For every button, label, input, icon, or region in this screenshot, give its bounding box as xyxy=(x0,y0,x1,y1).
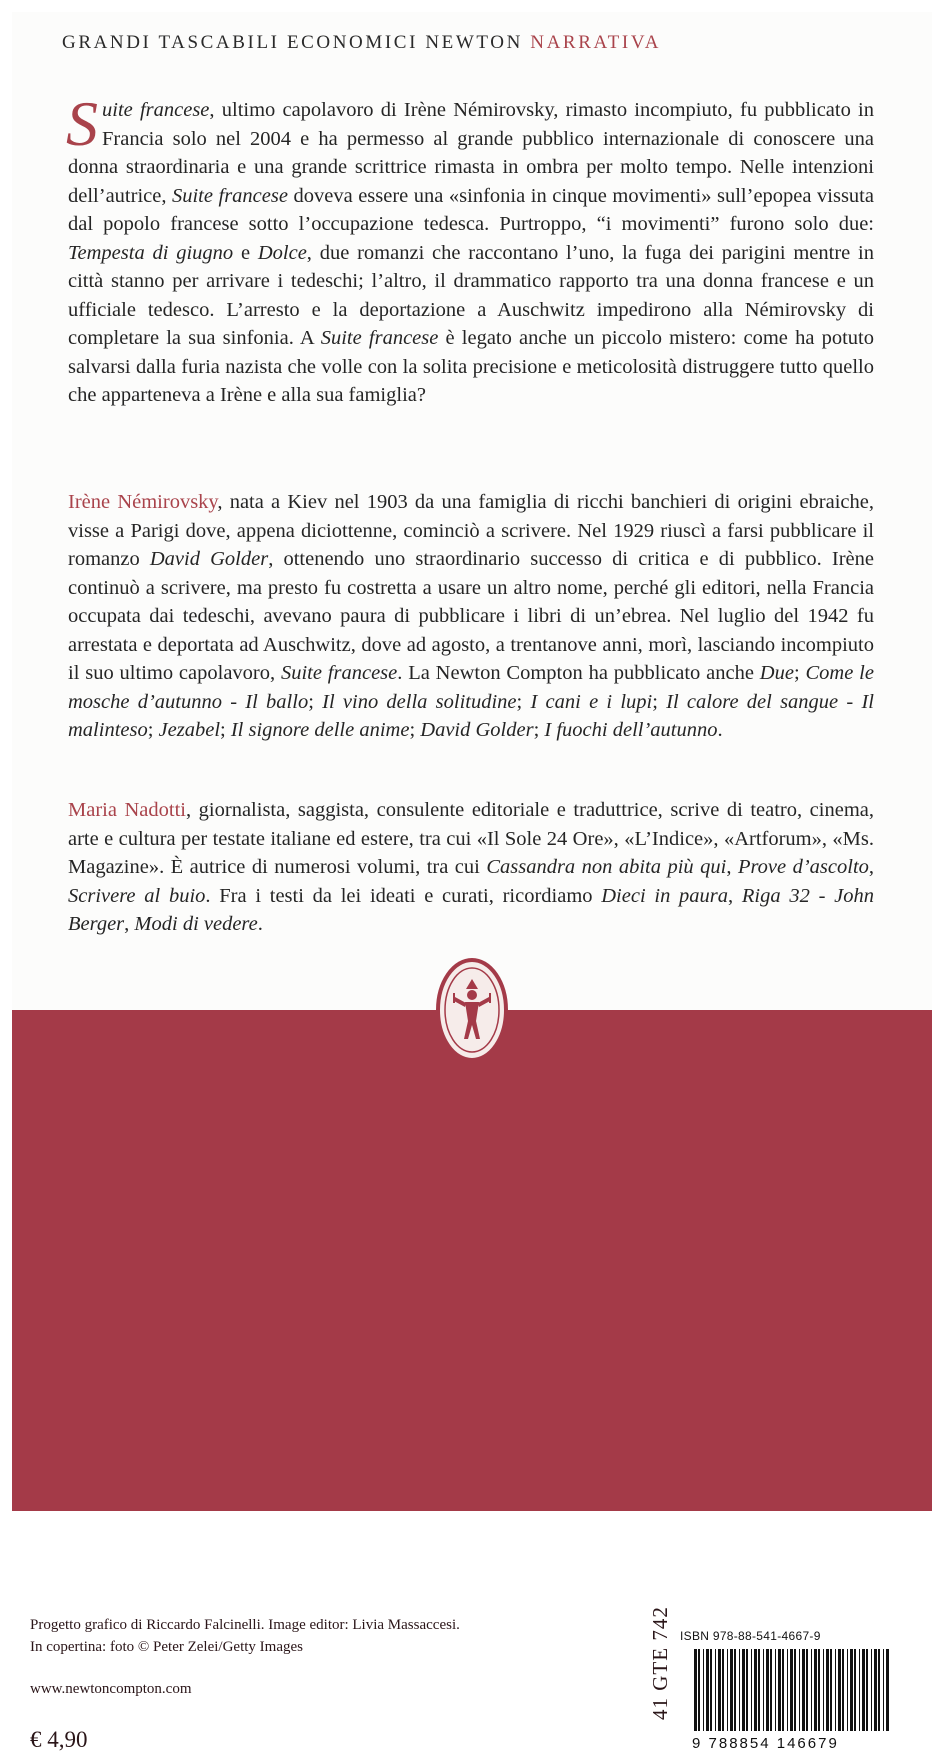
italic-title: Cassandra non abita più qui xyxy=(486,856,727,878)
italic-title: Modi di vedere xyxy=(134,913,258,935)
italic-title: Riga 32 - John Berger xyxy=(68,884,874,935)
italic-title: Il signore delle anime xyxy=(230,719,410,741)
credits xyxy=(30,1614,630,1658)
text-run: ; xyxy=(516,690,531,713)
italic-title: Il vino della solitudine xyxy=(322,690,517,713)
text-run: . xyxy=(717,719,723,741)
text-run: , ultimo capolavoro di Irène Némirovsky, rimasto incompiuto, fu pubblicato in Francia solo nel 2004 e ha permesso al grande pubblico internazionale di conoscere una donna straordinaria e una grande scrittrice rimasta in ombra per molto tempo. Nelle intenzioni dell’autrice, xyxy=(68,99,874,207)
italic-title: Suite francese xyxy=(171,184,288,207)
italic-title: Suite francese xyxy=(280,662,398,684)
cover-bottom-band xyxy=(12,1010,932,1752)
italic-title: Suite francese xyxy=(320,327,439,349)
text-run: ; xyxy=(308,690,323,713)
text-run: , giornalista, saggista, consulente editoriale e traduttrice, scrive di teatro, cinema, arte e cultura per testate italiane ed estere, tra cui «Il Sole 24 Ore», «L’Indice», «Artforum», «Ms. Magazine». È autrice di numerosi volumi, tra cui xyxy=(68,799,874,878)
isbn-label: ISBN 978-88-541-4667-9 xyxy=(680,1629,821,1643)
translator-bio-paragraph xyxy=(68,796,874,939)
text-run: ; xyxy=(409,719,421,741)
italic-title: Come le mosche d’autunno - Il ballo xyxy=(68,662,874,713)
italic-title: Jezabel xyxy=(158,719,221,741)
italic-title: uite francese xyxy=(102,99,210,121)
series-header xyxy=(62,32,882,54)
text-run: ; xyxy=(652,690,667,713)
text-run: doveva essere una «sinfonia in cinque movimenti» sull’epopea vissuta dal popolo francese sotto l’occupazione tedesca. Purtroppo, “i movimenti” furono solo due: xyxy=(68,184,874,235)
person-name: Irène Némirovsky xyxy=(68,491,218,513)
author-bio-paragraph xyxy=(68,488,874,745)
text-run: . Fra i testi da lei ideati e curati, ricordiamo xyxy=(205,884,602,907)
person-name: Maria Nadotti xyxy=(68,799,186,821)
text-run: , xyxy=(868,856,875,878)
text-run: . La Newton Compton ha pubblicato anche xyxy=(397,662,760,684)
text-run: ; xyxy=(147,719,159,741)
text-run: , nata a Kiev nel 1903 da una famiglia di ricchi banchieri di origini ebraiche, visse a Parigi dove, appena diciottenne, cominciò a scrivere. Nel 1929 riuscì a farsi pubblicare il romanzo xyxy=(68,491,874,570)
italic-title: David Golder xyxy=(149,548,269,570)
text-run: ; xyxy=(533,719,545,741)
cover-top-panel xyxy=(12,12,932,1010)
text-run: , due romanzi che raccontano l’uno, la fuga dei parigini mentre in città stanno per arrivare i tedeschi; l’altro, il drammatico rapporto tra una donna francese e un ufficiale tedesco. L’arresto e la deportazione a Auschwitz impedirono alla Némirovsky di completare la sua sinfonia. A xyxy=(68,241,874,349)
italic-title: I cani e i lupi xyxy=(530,690,653,713)
italic-title: Tempesta di giugno xyxy=(68,241,234,264)
design-credit: Progetto grafico di Riccardo Falcinelli. Image editor: Livia Massaccesi. xyxy=(30,1617,460,1633)
barcode-digits: 9 788854 146679 xyxy=(692,1735,839,1752)
text-run: , xyxy=(124,913,135,935)
synopsis-paragraph xyxy=(66,88,874,410)
text-run: , xyxy=(728,884,742,907)
italic-title: Dolce xyxy=(257,241,307,264)
book-back-cover xyxy=(12,12,932,1752)
italic-title: Due xyxy=(759,662,794,684)
italic-title: Il calore del sangue - Il malinteso xyxy=(68,690,874,741)
italic-title: Prove d’ascolto xyxy=(737,856,869,878)
italic-title: Scrivere al buio xyxy=(68,884,206,907)
text-run: e xyxy=(233,241,258,264)
publisher-logo-icon xyxy=(435,957,509,1063)
text-run: . xyxy=(257,913,263,935)
text-run: , xyxy=(726,856,738,878)
text-run: , ottenendo uno straordinario successo di critica e di pubblico. Irène continuò a scrivere, ma presto fu costretta a usare un altro nome, perché gli editori, nella Francia occupata dai tedeschi, avevano paura di pubblicare i libri di un’ebrea. Nel luglio del 1942 fu arrestata e deportata ad Auschwitz, dove ad agosto, a trentanove anni, morì, lasciando incompiuto il suo ultimo capolavoro, xyxy=(68,548,874,684)
publisher-website: www.newtoncompton.com xyxy=(30,1681,192,1697)
series-name: GRANDI TASCABILI ECONOMICI NEWTON xyxy=(62,32,523,53)
catalog-code: 41 GTE 742 xyxy=(648,1606,672,1720)
italic-title: Dieci in paura xyxy=(601,884,729,907)
text-run: ; xyxy=(793,662,806,684)
text-run: ; xyxy=(220,719,231,741)
italic-title: David Golder xyxy=(420,719,534,741)
drop-cap: S xyxy=(66,88,98,159)
photo-credit: In copertina: foto © Peter Zelei/Getty Images xyxy=(30,1639,303,1655)
italic-title: I fuochi dell’autunno xyxy=(544,719,718,741)
isbn-barcode xyxy=(674,1623,906,1757)
price: € 4,90 xyxy=(30,1727,88,1752)
series-genre: NARRATIVA xyxy=(530,32,662,53)
text-run: è legato anche un piccolo mistero: come ha potuto salvarsi dalla furia nazista che volle con la solita precisione e meticolosità distruggere tutto quello che apparteneva a Irène e alla sua famiglia? xyxy=(68,327,874,406)
